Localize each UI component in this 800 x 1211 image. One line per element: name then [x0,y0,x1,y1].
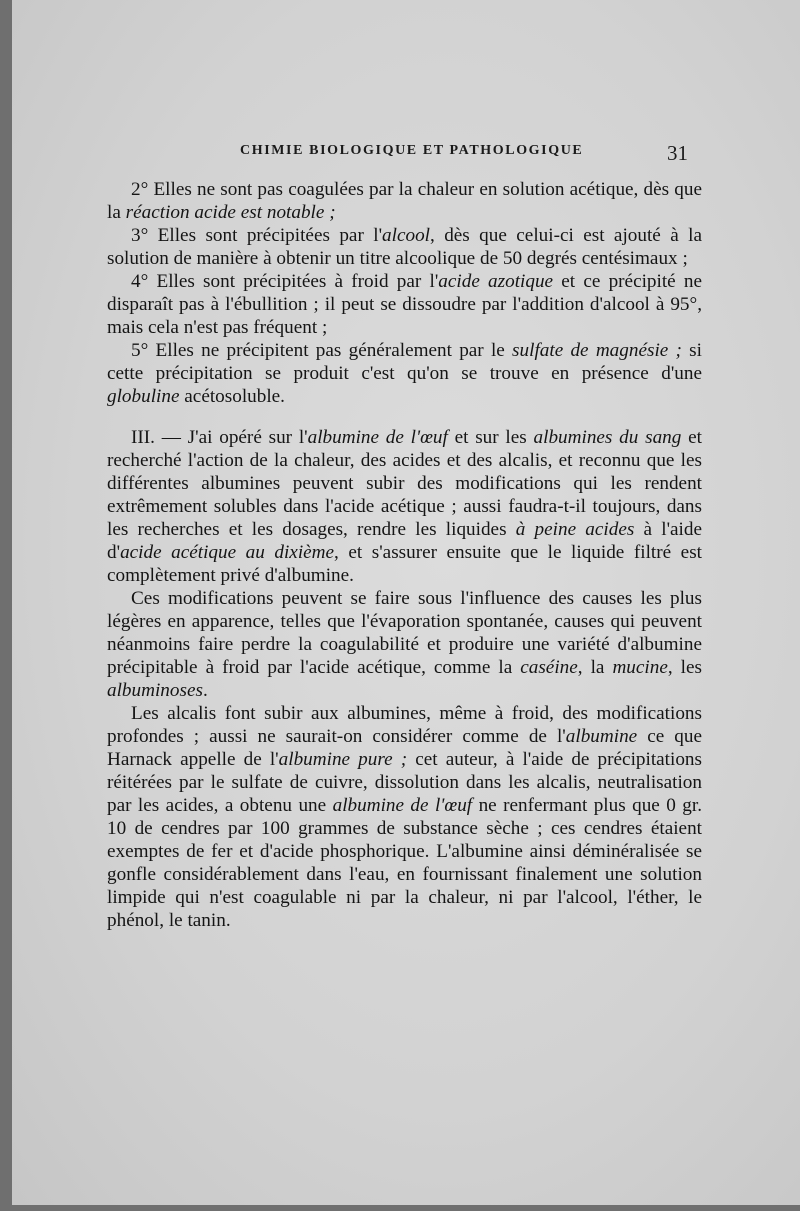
italic-text: acide acétique au dixième [120,542,335,563]
text-run: 2° Elles ne sont pas coagulées par la chaleur en solution acétique, dès que la [107,179,702,223]
book-page [12,0,800,1205]
italic-text: albumine pure ; [278,749,408,770]
italic-text: albumine de l'œuf [332,795,473,816]
italic-text: réaction acide est notable ; [125,202,336,223]
paragraph [107,426,702,587]
running-head: CHIMIE BIOLOGIQUE ET PATHOLOGIQUE [240,143,584,158]
text-run: 3° Elles sont précipitées par l' [131,225,383,246]
text-run: ce que Harnack appelle de l' [107,726,702,770]
italic-text: sulfate de magnésie ; [512,340,682,361]
page-header [12,143,800,165]
text-run: à l'aide d' [107,519,702,563]
paragraph [107,587,702,702]
text-run: , la [577,657,613,678]
italic-text: à peine acides [515,519,635,540]
text-run: , dès que celui-ci est ajouté à la solution de manière à obtenir un titre alcoolique de 50 degrés centésimaux ; [107,225,702,269]
italic-text: mucine [612,657,668,678]
paragraph [107,224,702,270]
paragraph [107,702,702,932]
italic-text: globuline [107,386,180,407]
italic-text: albumines du sang [533,427,682,448]
text-run: Ces modifications peuvent se faire sous l'influence des causes les plus légères en apparence, telles que l'évaporation spontanée, causes qui peuvent néanmoins faire perdre la coagulabilité et produire une variété d'albumine précipitable à froid par l'acide acétique, comme la [107,588,702,678]
page-number: 31 [667,141,688,165]
italic-text: caséine [520,657,578,678]
paragraph [107,270,702,339]
italic-text: albuminoses [107,680,203,701]
italic-text: albumine de l'œuf [307,427,448,448]
text-run: et sur les [447,427,534,448]
text-run: acétosoluble. [179,386,285,407]
text-run: cet auteur, à l'aide de précipitations réitérées par le sulfate de cuivre, dissolution dans les alcalis, neutralisation par les acides, a obtenu une [107,749,702,816]
text-run: et recherché l'action de la chaleur, des acides et des alcalis, et reconnu que les différentes albumines peuvent subir des modifications qui les rendent extrêmement solubles dans l'acide acétique ; aussi faudra-t-il toujours, dans les recherches et les dosages, rendre les liquides [107,427,702,540]
text-run: . [202,680,208,701]
paragraph [107,339,702,408]
text-run: et ce précipité ne disparaît pas à l'ébullition ; il peut se dissoudre par l'addition d'alcool à 95°, mais cela n'est pas fréquent ; [107,271,702,338]
text-run: 5° Elles ne précipitent pas généralement par le [131,340,513,361]
italic-text: alcool [382,225,430,246]
text-run: III. — J'ai opéré sur l' [131,427,308,448]
italic-text: acide azotique [438,271,554,292]
paragraph [107,178,702,224]
text-run: 4° Elles sont précipitées à froid par l' [131,271,439,292]
text-run: , et s'assurer ensuite que le liquide filtré est complètement privé d'albumine. [107,542,702,586]
text-run: ne renfermant plus que 0 gr. 10 de cendres par 100 grammes de substance sèche ; ces cendres étaient exemptes de fer et d'acide phosphorique. L'albumine ainsi déminéralisée se gonfle considérablement dans l'eau, en fournissant finalement une solution limpide qui n'est coagulable ni par la chaleur, ni par l'alcool, l'éther, le phénol, le tanin. [107,795,703,931]
italic-text: albumine [565,726,638,747]
text-run: Les alcalis font subir aux albumines, même à froid, des modifications profondes ; aussi ne saurait-on considérer comme de l' [107,703,702,747]
text-run: si cette précipitation se produit c'est qu'on se trouve en présence d'une [107,340,702,384]
body-text [107,178,702,932]
text-run: , les [667,657,702,678]
